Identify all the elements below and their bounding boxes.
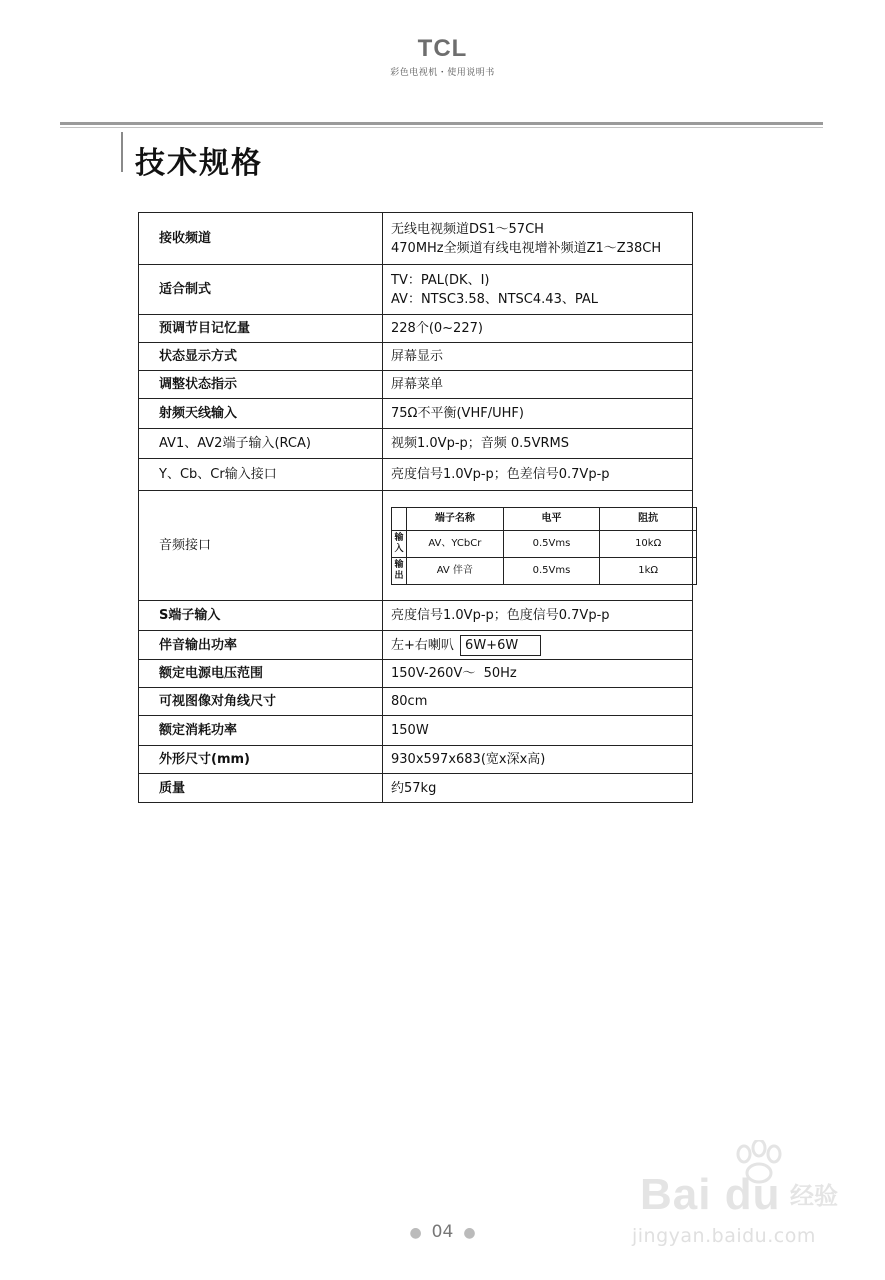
spec-value-line: TV：PAL(DK、I) [391,272,490,288]
spec-value: 亮度信号1.0Vp-p；色度信号0.7Vp-p [383,601,693,631]
bullet-icon: ● [409,1225,422,1241]
spec-label: 状态显示方式 [139,343,383,371]
watermark-jingyan: 经验 [790,1182,838,1210]
spec-value: 150V-260V～ 50Hz [383,660,693,688]
table-row [139,265,693,315]
spec-value: 屏幕菜单 [383,371,693,399]
spec-table [138,212,693,803]
table-row [139,746,693,774]
header-rule-thin [60,127,823,128]
audio-subtable-header [392,507,697,530]
table-row [139,315,693,343]
spec-value-line: 470MHz全频道有线电视增补频道Z1～Z38CH [391,240,662,256]
spec-value: 80cm [383,688,693,716]
audio-side-label: 输入 [392,530,407,557]
audio-terminal-name: AV、YCbCr [407,530,504,557]
spec-label: 可视图像对角线尺寸 [139,688,383,716]
audio-row-output [392,557,697,584]
page-header [0,36,885,78]
spec-value-text: 左+右喇叭 [391,637,454,653]
table-row [139,399,693,429]
spec-label: AV1、AV2端子输入(RCA) [139,429,383,459]
table-row [139,660,693,688]
page-number-text: 04 [431,1222,454,1242]
spec-label: 预调节目记忆量 [139,315,383,343]
audio-side-label: 输出 [392,557,407,584]
audio-interface-cell [383,491,693,601]
spec-label: 射频天线输入 [139,399,383,429]
page-title: 技术规格 [135,146,263,181]
baidu-watermark [632,1140,840,1250]
brand-logo: TCL [417,35,468,62]
spec-value-line: AV：NTSC3.58、NTSC4.43、PAL [391,291,598,307]
spec-value: 930x597x683(宽x深x高) [383,746,693,774]
bullet-icon: ● [463,1225,476,1241]
audio-terminal-name: AV 伴音 [407,557,504,584]
audio-header-impedance: 阻抗 [600,507,697,530]
spec-value [383,265,693,315]
spec-label: 音频接口 [139,491,383,601]
table-row [139,716,693,746]
audio-row-input [392,530,697,557]
spec-label: 额定电源电压范围 [139,660,383,688]
spec-label: Y、Cb、Cr输入接口 [139,459,383,491]
watermark-logo: Bai du [640,1170,781,1219]
audio-power-box: 6W+6W [460,635,541,656]
spec-value: 视频1.0Vp-p；音频 0.5VRMS [383,429,693,459]
spec-value: 150W [383,716,693,746]
spec-label: 额定消耗功率 [139,716,383,746]
table-row [139,601,693,631]
spec-label: 质量 [139,774,383,803]
table-row [139,213,693,265]
table-row [139,371,693,399]
spec-label: S端子输入 [139,601,383,631]
audio-header-level: 电平 [503,507,600,530]
spec-label: 伴音输出功率 [139,631,383,660]
table-row [139,688,693,716]
audio-header-name: 端子名称 [407,507,504,530]
spec-value: 228个(0~227) [383,315,693,343]
audio-impedance: 10kΩ [600,530,697,557]
spec-value: 约57kg [383,774,693,803]
spec-value: 屏幕显示 [383,343,693,371]
table-row-audio [139,491,693,601]
spec-value: 75Ω不平衡(VHF/UHF) [383,399,693,429]
audio-impedance: 1kΩ [600,557,697,584]
table-row [139,631,693,660]
audio-level: 0.5Vms [503,530,600,557]
spec-value-line: 无线电视频道DS1～57CH [391,221,544,237]
spec-value: 亮度信号1.0Vp-p；色差信号0.7Vp-p [383,459,693,491]
audio-level: 0.5Vms [503,557,600,584]
spec-label: 外形尺寸(mm) [139,746,383,774]
watermark-url: jingyan.baidu.com [632,1225,816,1247]
audio-subtable [391,507,697,585]
table-row [139,459,693,491]
spec-label: 调整状态指示 [139,371,383,399]
spec-label: 适合制式 [139,265,383,315]
audio-side-blank [392,507,407,530]
manual-subtitle: 彩色电视机・使用说明书 [390,68,495,78]
spec-value [383,631,693,660]
header-rule [60,122,823,125]
table-row [139,343,693,371]
spec-label: 接收频道 [139,213,383,265]
title-accent-bar [121,132,123,172]
table-row [139,774,693,803]
table-row [139,429,693,459]
spec-value [383,213,693,265]
